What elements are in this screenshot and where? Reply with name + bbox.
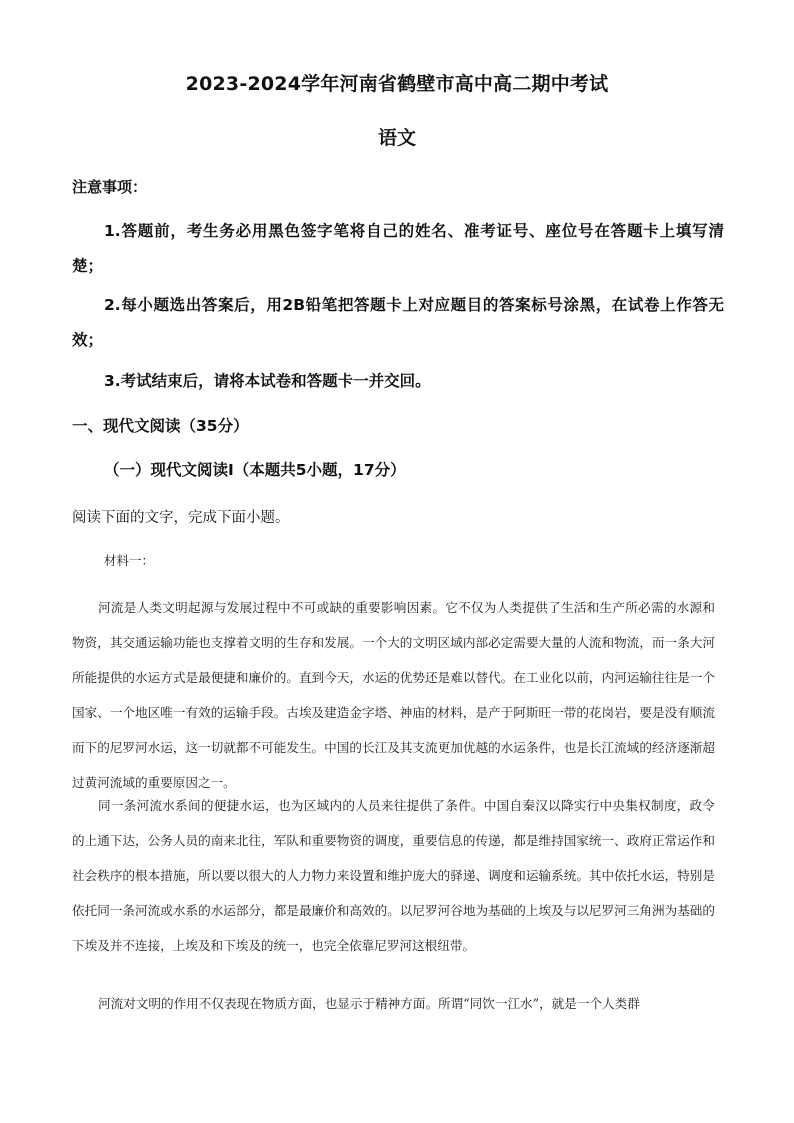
section-heading: 一、现代文阅读（35分） <box>72 417 249 435</box>
notice-item-2: 2.每小题选出答案后，用2B铅笔把答题卡上对应题目的答案标号涂黑，在试卷上作答无效； <box>72 296 724 349</box>
passage-paragraph-3: 河流对文明的作用不仅表现在物质方面，也显示于精神方面。所谓“同饮一江水”，就是一个人类群 <box>98 996 640 1011</box>
reading-instruction: 阅读下面的文字，完成下面小题。 <box>72 510 290 526</box>
passage-paragraph-1: 河流是人类文明起源与发展过程中不可或缺的重要影响因素。它不仅为人类提供了生活和生产所必需的水源和物资，其交通运输功能也支撑着文明的生存和发展。一个大的文明区域内部必定需要大量的人流和物流，而一条大河所能提供的水运方式是最便捷和廉价的。直到今天，水运的优势还是难以替代。在工业化以前，内河运输往往是一个国家、一个地区唯一有效的运输手段。古埃及建造金字塔、神庙的材料，是产于阿斯旺一带的花岗岩，要是没有顺流而下的尼罗河水运，这一切就都不可能发生。中国的长江及其支流更加优越的水运条件，也是长江流域的经济逐渐超过黄河流域的重要原因之一。 <box>72 600 715 790</box>
exam-title: 2023-2024学年河南省鹤壁市高中高二期中考试 <box>185 73 609 95</box>
notice-item-3: 3.考试结束后，请将本试卷和答题卡一并交回。 <box>104 372 431 390</box>
passage-paragraph-2: 同一条河流水系间的便捷水运，也为区域内的人员来往提供了条件。中国自秦汉以降实行中央集权制度，政令的上通下达，公务人员的南来北往，军队和重要物资的调度，重要信息的传递，都是维持国家统一、政府正常运作和社会秩序的根本措施，所以要以很大的人力物力来设置和维护庞大的驿递、调度和运输系统。其中依托水运，特别是依托同一条河流或水系的水运部分，都是最廉价和高效的。以尼罗河谷地为基础的上埃及与以尼罗河三角洲为基础的下埃及并不连接，上埃及和下埃及的统一，也完全依靠尼罗河这根纽带。 <box>72 798 715 953</box>
subject-title: 语文 <box>377 127 416 149</box>
material-label: 材料一： <box>104 553 155 568</box>
subsection-heading: （一）现代文阅读Ⅰ（本题共5小题，17分） <box>104 461 406 479</box>
notice-heading: 注意事项： <box>72 178 148 196</box>
notice-item-1: 1.答题前，考生务必用黑色签字笔将自己的姓名、准考证号、座位号在答题卡上填写清楚； <box>72 222 724 275</box>
